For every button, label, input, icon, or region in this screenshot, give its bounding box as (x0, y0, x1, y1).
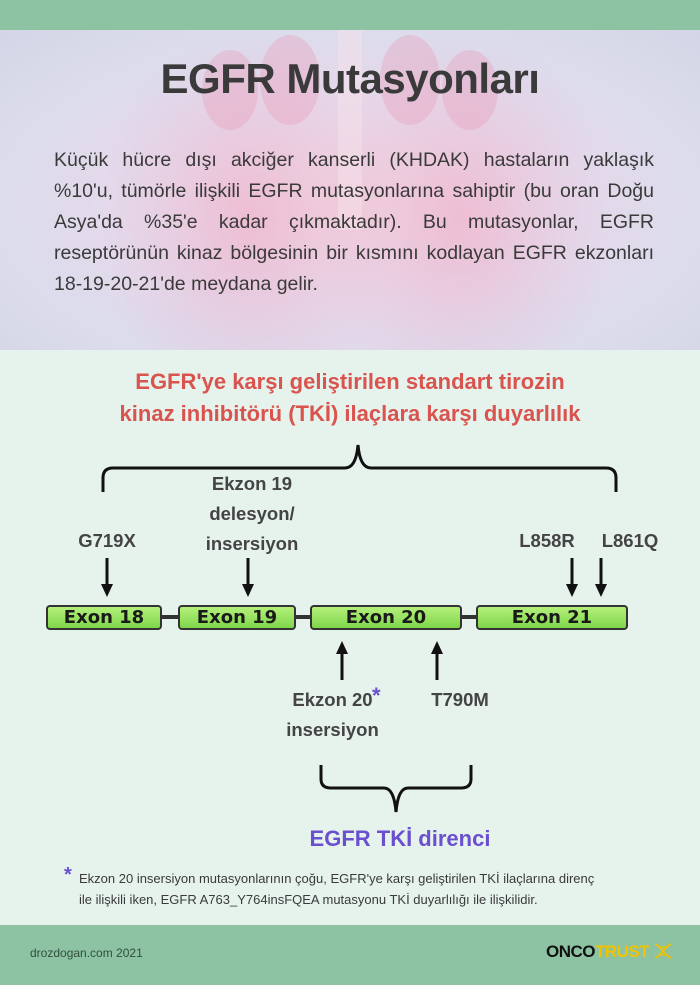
exon19-label-line3: insersiyon (205, 533, 299, 554)
exon-21-box: Exon 21 (476, 605, 628, 630)
arrow-g719x (101, 558, 113, 597)
mutation-label-t790m: T790M (431, 689, 489, 710)
arrow-exon20-insertion (336, 641, 348, 680)
exon-18-box: Exon 18 (46, 605, 162, 630)
footnote-star: * (64, 864, 72, 886)
exon-20-box: Exon 20 (310, 605, 462, 630)
mutation-label-exon19 (182, 469, 322, 559)
arrow-t790m (431, 641, 443, 680)
mutation-label-g719x: G719X (78, 530, 136, 551)
page-title: EGFR Mutasyonları (160, 55, 540, 102)
footnote-line1: Ekzon 20 insersiyon mutasyonlarının çoğu, EGFR'ye karşı geliştirilen TKİ ilaçlarına direnç (79, 871, 595, 886)
arrow-l858r (566, 558, 578, 597)
exon19-label-line2: delesyon/ (209, 503, 295, 524)
sensitivity-title-line1: EGFR'ye karşı geliştirilen standart tirozin (135, 369, 565, 394)
intro-paragraph: Küçük hücre dışı akciğer kanserli (KHDAK) hastaların yaklaşık %10'u, tümörle ilişkili EGFR mutasyonlarına sahiptir (bu oran Doğu Asya'da %35'e kadar çıkmaktadır). Bu mutasyonlar, EGFR reseptörünün kinaz bölgesinin bir kısmını kodlayan EGFR ekzonları 18-19-20-21'de meydana gelir. (54, 149, 654, 295)
sensitivity-brace (103, 445, 616, 492)
oncotrust-logo (546, 942, 673, 962)
exon20-label-line1: Ekzon 20 (292, 689, 373, 710)
mutation-label-l861q: L861Q (601, 530, 659, 551)
dna-icon (653, 942, 673, 960)
logo-part-trust: TRUST (595, 942, 650, 961)
resistance-title: EGFR TKİ direnci (309, 826, 491, 851)
exon-19-box: Exon 19 (178, 605, 296, 630)
credit-text: drozdogan.com 2021 (30, 946, 143, 960)
footnote (79, 868, 659, 910)
logo-part-onco: ONCO (546, 942, 595, 961)
arrow-exon19 (242, 558, 254, 597)
resistance-brace (321, 765, 471, 812)
exon19-label-line1: Ekzon 19 (211, 473, 293, 494)
exon20-footnote-star: * (372, 683, 381, 708)
footnote-line2: ile ilişkili iken, EGFR A763_Y764insFQEA mutasyonu TKİ duyarlılığı ile ilişkilidir. (79, 892, 538, 907)
exon20-label-line2: insersiyon (286, 719, 379, 740)
arrow-l861q (595, 558, 607, 597)
sensitivity-title-line2: kinaz inhibitörü (TKİ) ilaçlara karşı duyarlılık (119, 401, 581, 426)
mutation-label-l858r: L858R (519, 530, 575, 551)
